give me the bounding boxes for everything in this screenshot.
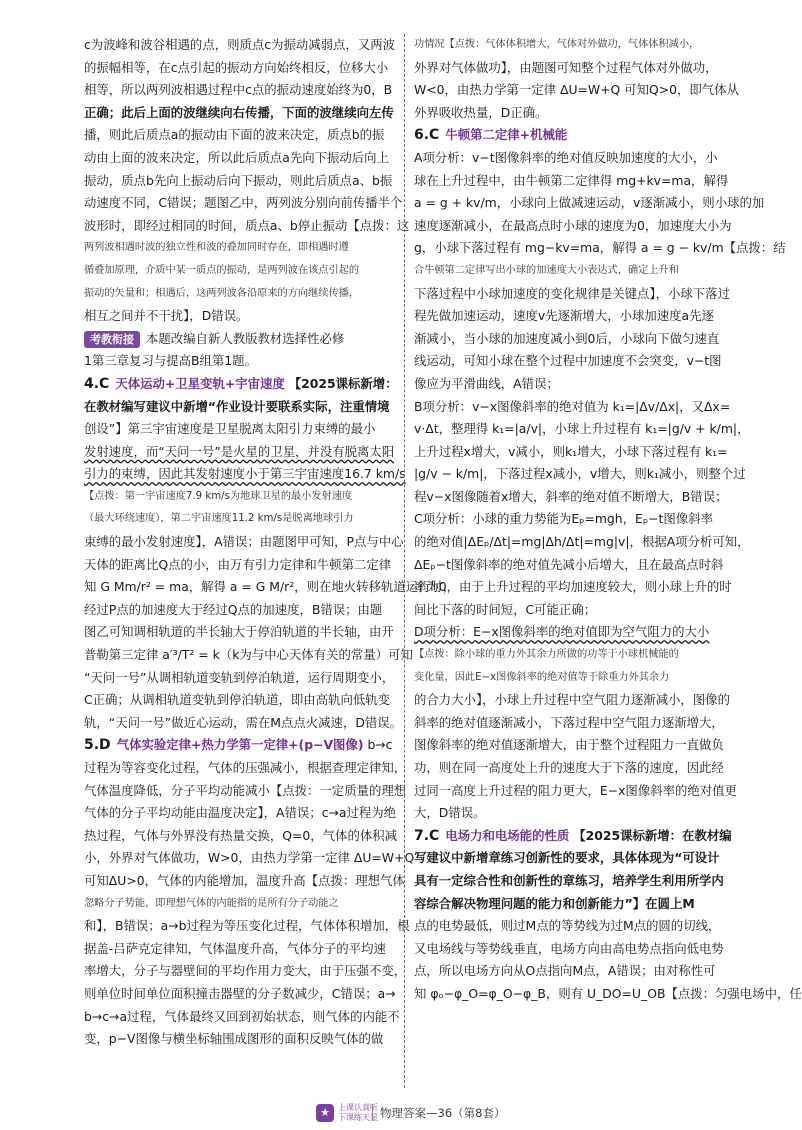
- text-line: D项分析：E−x图像斜率的绝对值即为空气阻力的大小: [414, 624, 710, 640]
- text-line: g，小球下落过程有 mg−kv=ma，解得 a = g − kv/m【点拨：结: [414, 240, 786, 256]
- text-line: 则单位时间单位面积撞击器壁的分子数减少，C错误；a→: [84, 985, 396, 1001]
- text-line: 过程为等容变化过程，气体的压强减小，根据查理定律知，: [84, 760, 407, 775]
- question-4: [84, 373, 456, 735]
- text-line: 率为0，由于上升过程的平均加速度较大，则小球上升的时: [414, 579, 732, 595]
- question-topic: 气体实验定律+热力学第一定律+(p−V图像): [116, 737, 364, 753]
- text-line: 的振幅相等，在c点引起的振动方向始终相反，位移大小: [84, 59, 389, 75]
- text-line: 容综合解决物理问题的能力和创新能力”】在圆上M: [414, 895, 695, 911]
- text-line: 点的电势最低，则过M点的等势线为过M点的圆的切线，: [414, 918, 721, 934]
- footer-separator: [372, 1105, 373, 1121]
- q5-continuation: [414, 34, 739, 124]
- text-line: 发射速度，而“天问一号”是火星的卫星，并没有脱离太阳: [84, 443, 395, 459]
- text-line: 写建议中新增章练习创新性的要求，具体体现为“可设计: [414, 850, 720, 866]
- brand-logo-icon: ★: [316, 1104, 334, 1122]
- text-line: C正确；从调相轨道变轨到停泊轨道，即由高轨向低轨变: [84, 692, 391, 708]
- text-line: 气体温度降低，分子平均动能减小【点拨：一定质量的理想: [84, 782, 407, 798]
- text-line: c为波峰和波谷相遇的点，则质点c为振动减弱点，又两波: [84, 37, 395, 52]
- text-line: 线运动，可知小球在整个过程中加速度不会突变，v−t图: [414, 353, 722, 369]
- text-line: 相等，所以两列波相遇过程中c点的振动速度始终为0，B: [84, 82, 393, 98]
- question-6: [414, 124, 786, 824]
- text-line: v·Δt，整理得 k₁=|a/v|，小球上升过程有 k₁=|g/v + k/m|，: [414, 421, 750, 437]
- text-line: W<0，由热力学第一定律 ΔU=W+Q 可知Q>0，即气体从: [414, 82, 739, 98]
- text-line: 又电场线与等势线垂直，电场方向由高电势点指向低电势: [414, 940, 724, 956]
- text-line: 过同一高度上升过程的阻力更大，E−x图像斜率的绝对值更: [414, 782, 737, 798]
- text-line: b→c→a过程，气体最终又回到初始状态，则气体的内能不: [84, 1008, 400, 1024]
- text-line: 可知ΔU>0，气体的内能增加，温度升高【点拨：理想气体: [84, 872, 405, 888]
- text-line: 的绝对值|ΔEₚ/Δt|=mg|Δh/Δt|=mg|v|，根据A项分析可知，: [414, 534, 750, 550]
- text-line: A项分析：v−t图像斜率的绝对值反映加速度的大小，小: [414, 149, 718, 165]
- text-line: 在教材编写建议中新增“作业设计要联系实际，注重情境: [84, 398, 390, 414]
- page-number: 物理答案—36（第8套）: [380, 1106, 506, 1120]
- text-line: 经过P点的加速度大于经过Q点的加速度，B错误；由题: [84, 601, 383, 617]
- hint-line: （最大环绕速度），第二宇宙速度11.2 km/s是脱离地球引力: [84, 513, 354, 525]
- text-line: 热过程，气体与外界没有热量交换，Q=0，气体的体积减: [84, 827, 398, 843]
- text-line: |g/v − k/m|，下落过程x减小，v增大，则k₁减小，则整个过: [414, 466, 746, 482]
- curriculum-link-tag: 考教衔接: [84, 331, 140, 348]
- text-line: 动由上面的波来决定，所以此后质点a先向下振动后向上: [84, 149, 389, 165]
- brand-slogan-line: 上课认真听: [338, 1103, 378, 1112]
- text-line: 相互之间并不干扰】，D错误。: [84, 308, 249, 324]
- text-line: “天问一号”从调相轨道变轨到停泊轨道，运行周期变小，: [84, 669, 395, 685]
- text-line: 外界吸收热量，D正确。: [414, 104, 548, 120]
- question-5: [84, 734, 415, 1050]
- text-line: 率增大，分子与器壁间的平均作用力变大，由于压强不变，: [84, 963, 407, 979]
- text-line: 球在上升过程中，由牛顿第二定律得 mg+kv=ma，解得: [414, 172, 729, 188]
- text-line: 和】，B错误；a→b过程为等压变化过程，气体体积增加，根: [84, 918, 410, 934]
- text-fragment: 【2025课标新增：在教材编: [573, 827, 732, 843]
- question-topic: 牛顿第二定律+机械能: [445, 127, 568, 143]
- text-fragment: b→c: [367, 737, 393, 753]
- text-line: 下落过程中小球加速度的变化规律是关键点】，小球下落过: [414, 285, 730, 301]
- text-line: 斜率的绝对值逐渐减小，下落过程中空气阻力逐渐增大，: [414, 714, 724, 730]
- text-line: 具有一定综合性和创新性的章练习，培养学生利用所学内: [414, 872, 724, 888]
- text-line: 渐减小，当小球的加速度减小到0后，小球向下做匀速直: [414, 330, 720, 346]
- text-line: 功，则在同一高度处上升的速度大于下落的速度，因此经: [414, 760, 724, 775]
- hint-line: 振动的矢量和；相遇后，这两列波各沿原来的方向继续传播，: [84, 287, 360, 299]
- right-column: [414, 34, 802, 1006]
- text-line: 据盖-吕萨克定律知，气体温度升高，气体分子的平均速: [84, 940, 386, 956]
- question-topic: 天体运动+卫星变轨+宇宙速度: [115, 375, 285, 391]
- text-line: 像应为平滑曲线，A错误；: [414, 375, 559, 391]
- text-line: 引力的束缚，因此其发射速度小于第三宇宙速度16.7 km/s: [84, 466, 406, 482]
- question-number: 6.C: [414, 127, 440, 144]
- text-fragment: 【2025课标新增：: [288, 375, 398, 391]
- question-number: 7.C: [414, 827, 440, 844]
- text-line: 波形时，即经过相同的时间，质点a、b停止振动【点拨：这: [84, 217, 410, 233]
- q3-continuation: [84, 34, 410, 328]
- note-text: 1第三章复习与提高B组第1题。: [84, 353, 257, 369]
- text-line: 普勒第三定律 a′³/T² = k（k为与中心天体有关的常量）可知: [84, 647, 413, 663]
- text-line: 振动，质点b先向上振动后向下振动，则此后质点a、b振: [84, 172, 393, 188]
- text-line: 束缚的最小发射速度】，A错误；由题图甲可知，P点与中心: [84, 534, 404, 550]
- text-line: 的合力大小】，小球上升过程中空气阻力逐渐减小，图像的: [414, 692, 730, 708]
- hint-line: 合牛顿第二定律写出小球的加速度大小表达式，确定上升和: [414, 264, 679, 276]
- text-line: 小，外界对气体做功，W>0，由热力学第一定律 ΔU=W+Q: [84, 850, 415, 866]
- text-line: a = g + kv/m，小球向上做减速运动，v逐渐减小，则小球的加: [414, 195, 765, 211]
- text-line: 程v−x图像随着x增大，斜率的绝对值不断增大，B错误；: [414, 488, 728, 504]
- text-line: 气体的分子平均动能由温度决定】，A错误；c→a过程为绝: [84, 805, 397, 821]
- hint-line: 变化量，因此E−x图像斜率的绝对值等于除重力外其余力: [414, 671, 670, 683]
- text-line: 动速度不同，C错误；题图乙中，两列波分别向前传播半个: [84, 195, 403, 211]
- text-line: ΔEₚ−t图像斜率的绝对值先减小后增大，且在最高点时斜: [414, 556, 724, 572]
- hint-line: 【点拨：第一宇宙速度7.9 km/s为地球卫星的最小发射速度: [84, 490, 353, 502]
- text-line: 速度逐渐减小，在最高点时小球的速度为0，加速度大小为: [414, 217, 732, 233]
- text-line: 点，所以电场方向从O点指向M点，A错误；由对称性可: [414, 963, 716, 979]
- question-7: [414, 825, 802, 1006]
- hint-line: 功情况【点拨：气体体积增大，气体对外做功，气体体积减小，: [414, 39, 700, 50]
- hint-line: 两列波相遇时波的独立性和波的叠加同时存在，即相遇时遵: [84, 242, 349, 254]
- hint-line: 循叠加原理，介质中某一质点的振动，是两列波在该点引起的: [84, 264, 360, 276]
- text-line: 外界对气体做功】，由题图可知整个过程气体对外做功，: [414, 59, 718, 75]
- text-line: 正确；此后上面的波继续向右传播，下面的波继续向左传: [84, 104, 394, 120]
- hint-line: 忽略分子势能，即理想气体的内能指的是所有分子动能之: [84, 897, 339, 909]
- text-line: 图像斜率的绝对值逐渐增大，由于整个过程阻力一直做负: [414, 737, 724, 753]
- text-line: 图乙可知调相轨道的半长轴大于停泊轨道的半长轴，由开: [84, 624, 394, 640]
- text-line: 轨，“天问一号”做近心运动，需在M点点火减速，D错误。: [84, 714, 403, 730]
- text-line: 播，则此后质点a的振动由下面的波来决定，质点b的振: [84, 127, 385, 143]
- text-line: 变，p−V图像与横坐标轴围成图形的面积反映气体的做: [84, 1031, 384, 1047]
- text-line: 大，D错误。: [414, 805, 486, 821]
- note-text: 本题改编自新人教版教材选择性必修: [146, 330, 345, 346]
- text-line: 程先做加速运动，速度v先逐渐增大，小球加速度a先逐: [414, 308, 714, 324]
- brand-slogan-line: 下课练天星: [338, 1113, 378, 1122]
- question-number: 4.C: [84, 375, 110, 392]
- question-number: 5.D: [84, 737, 111, 754]
- page-footer: [0, 1096, 800, 1130]
- hint-line: 【点拨：除小球的重力外其余力所做的功等于小球机械能的: [414, 649, 679, 661]
- text-line: 天体的距离比Q点的小，由万有引力定律和牛顿第二定律: [84, 556, 392, 572]
- column-divider: [404, 34, 405, 1088]
- question-topic: 电场力和电场能的性质: [445, 827, 570, 843]
- text-line: 知 φₒ−φ_O=φ_O−φ_B，则有 U_DO=U_OB【点拨：匀强电场中，任: [414, 985, 802, 1001]
- text-line: 创设”】第三宇宙速度是卫星脱离太阳引力束缚的最小: [84, 421, 376, 437]
- text-line: 间比下落的时间短，C可能正确；: [414, 601, 597, 617]
- text-line: C项分析：小球的重力势能为Eₚ=mgh，Eₚ−t图像斜率: [414, 511, 713, 527]
- text-line: B项分析：v−x图像斜率的绝对值为 k₁=|Δv/Δx|，又Δx=: [414, 398, 731, 414]
- curriculum-link-note: [84, 328, 398, 373]
- text-line: 知 G Mm/r² = ma，解得 a = G M/r²，则在地火转移轨道运行时，: [84, 579, 456, 595]
- text-line: 上升过程x增大，v减小，则k₁增大，小球下落过程有 k₁=: [414, 443, 728, 459]
